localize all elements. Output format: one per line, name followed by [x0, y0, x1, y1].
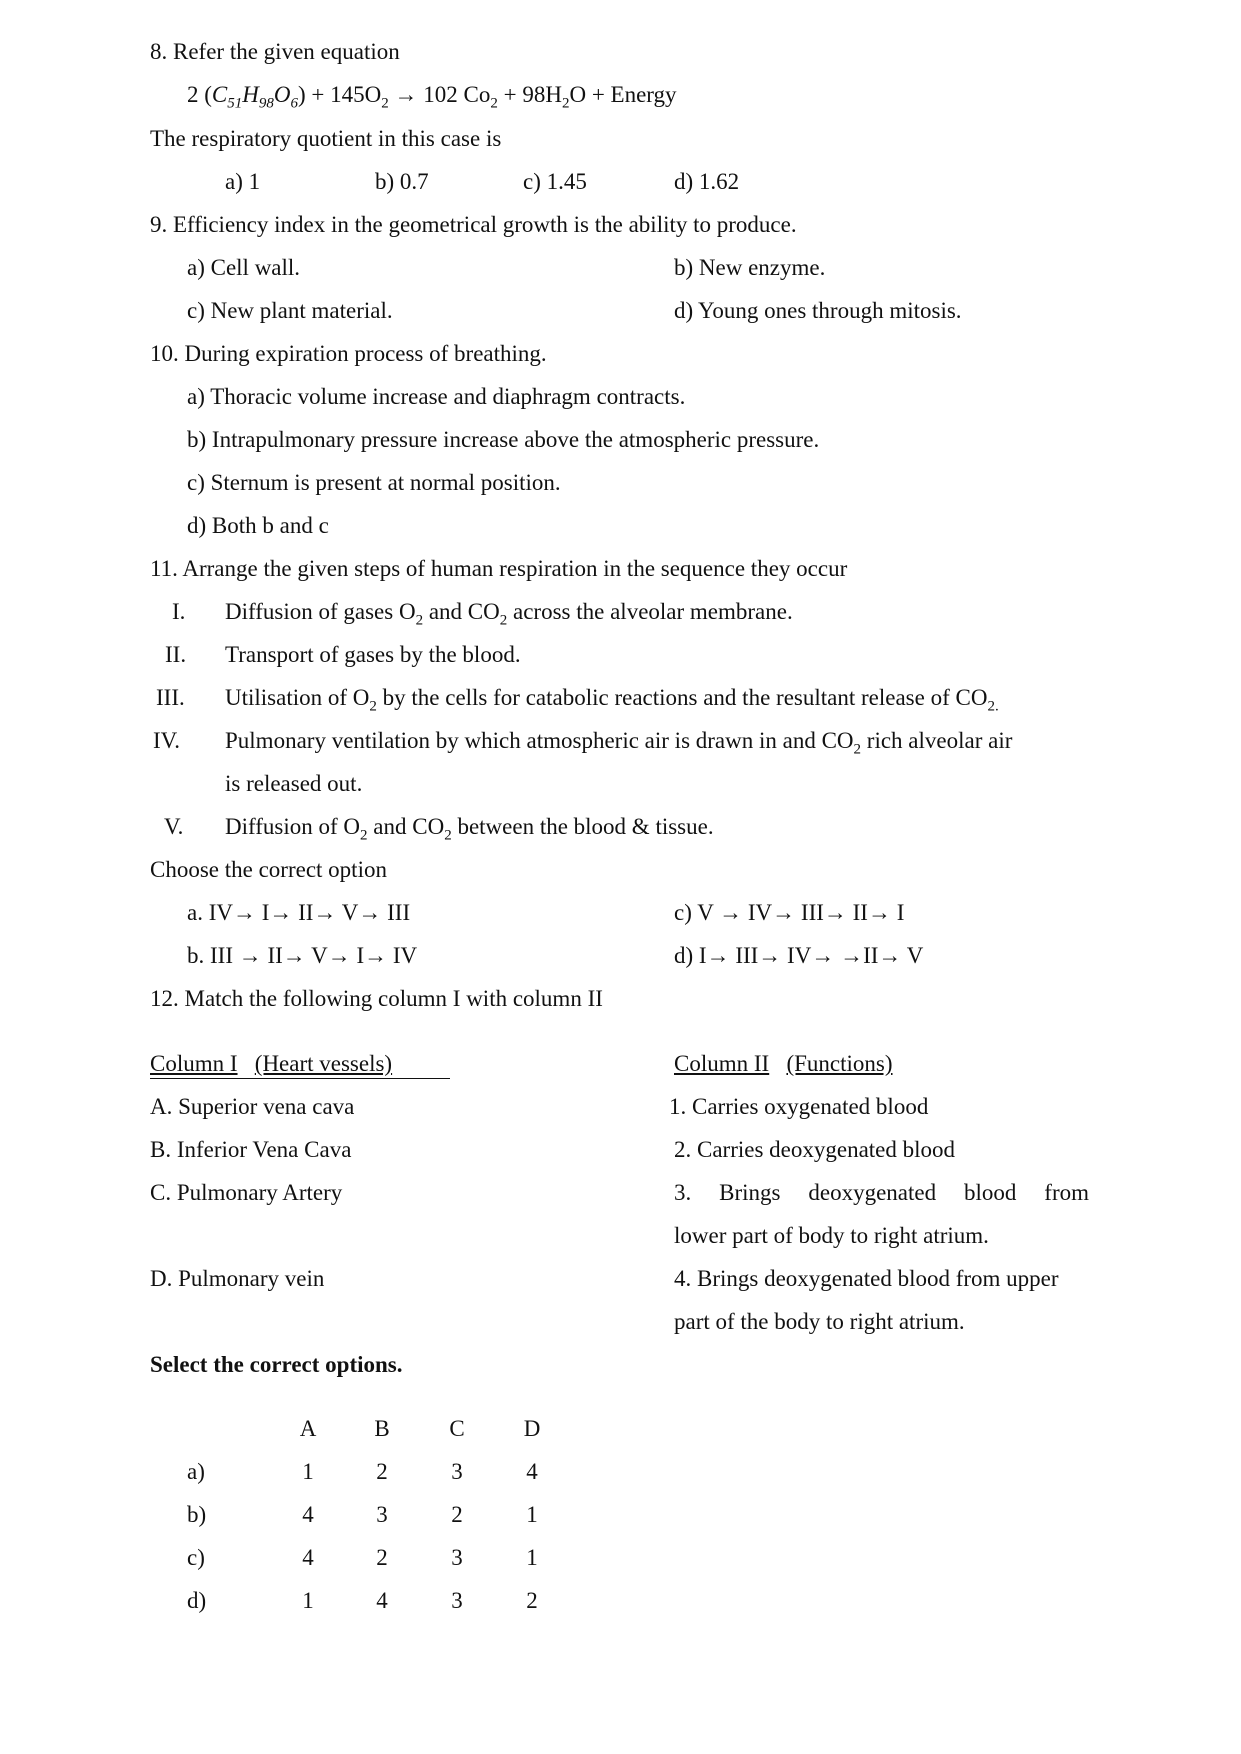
table-cell: 1	[526, 1545, 538, 1570]
q12-col2-header: Column II (Functions)	[674, 1051, 893, 1076]
q12-col2-3-continued: lower part of body to right atrium.	[674, 1223, 989, 1248]
table-header-d: D	[523, 1416, 541, 1441]
q8-option-b: b) 0.7	[375, 169, 429, 194]
q11-step-iv: Pulmonary ventilation by which atmospheric air is drawn in and $CO_2$ rich alveolar air	[225, 728, 1013, 758]
table-cell: 2	[451, 1502, 463, 1527]
table-row-label: a)	[187, 1459, 205, 1484]
q11-option-a: a. IV→ I→ II→ V→ III	[187, 900, 411, 925]
q9-option-b: b) New enzyme.	[674, 255, 826, 280]
q12-stem: 12. Match the following column I with column II	[150, 986, 603, 1011]
q12-col2-2: 2. Carries deoxygenated blood	[674, 1137, 956, 1162]
table-cell: 2	[376, 1459, 388, 1484]
q8-stem: 8. Refer the given equation	[150, 39, 400, 64]
q8-equation: 2 $(C_{51}H_{98}O_6) + 145O_2 \to 102$ $Co_2 + 98H_2O$ + Energy	[187, 82, 677, 112]
q12-col2-1: 1. Carries oxygenated blood	[669, 1094, 929, 1119]
q11-step-num: IV.	[153, 728, 181, 753]
q11-step-num: III.	[156, 685, 185, 710]
q11-step-num: II.	[165, 642, 187, 667]
q12-col1-a: A. Superior vena cava	[150, 1094, 355, 1119]
q10-option-a: a) Thoracic volume increase and diaphragm contracts.	[187, 384, 686, 409]
q9-option-d: d) Young ones through mitosis.	[674, 298, 962, 323]
q9-option-c: c) New plant material.	[187, 298, 393, 323]
table-cell: 3	[376, 1502, 388, 1527]
table-cell: 2	[526, 1588, 538, 1613]
q11-option-b: b. III → II→ V→ I→ IV	[187, 943, 418, 968]
q12-col1-header: Column I (Heart vessels)	[150, 1050, 450, 1079]
table-cell: 1	[302, 1459, 314, 1484]
q12-col2-3: 3. Brings deoxygenated blood from	[674, 1180, 1089, 1205]
q11-stem: 11. Arrange the given steps of human respiration in the sequence they occur	[150, 556, 848, 581]
q9-stem: 9. Efficiency index in the geometrical growth is the ability to produce.	[150, 212, 797, 237]
q11-step-num: I.	[172, 599, 186, 624]
q9-option-a: a) Cell wall.	[187, 255, 301, 280]
table-cell: 4	[302, 1545, 314, 1570]
q12-col2-4: 4. Brings deoxygenated blood from upper	[674, 1266, 1059, 1291]
table-row-label: d)	[187, 1588, 207, 1613]
q11-step-i: Diffusion of gases $O_2$ and $CO_2$ across the alveolar membrane.	[225, 599, 793, 629]
q12-col1-b: B. Inferior Vena Cava	[150, 1137, 352, 1162]
table-cell: 2	[376, 1545, 388, 1570]
q12-col2-4-continued: part of the body to right atrium.	[674, 1309, 965, 1334]
q8-option-a: a) 1	[225, 169, 261, 194]
q10-option-d: d) Both b and c	[187, 513, 329, 538]
q11-choose: Choose the correct option	[150, 857, 387, 882]
table-cell: 3	[451, 1459, 463, 1484]
q10-option-c: c) Sternum is present at normal position.	[187, 470, 561, 495]
q11-step-num: V.	[164, 814, 184, 839]
table-cell: 3	[451, 1545, 463, 1570]
table-cell: 3	[451, 1588, 463, 1613]
table-cell: 4	[376, 1588, 388, 1613]
q8-question: The respiratory quotient in this case is	[150, 126, 502, 151]
q10-option-b: b) Intrapulmonary pressure increase above the atmospheric pressure.	[187, 427, 820, 452]
q11-option-c: c) V → IV→ III→ II→ I	[674, 900, 905, 925]
table-header-c: C	[449, 1416, 465, 1441]
q11-step-ii: Transport of gases by the blood.	[225, 642, 521, 667]
table-row-label: b)	[187, 1502, 207, 1527]
table-row-label: c)	[187, 1545, 205, 1570]
table-cell: 1	[526, 1502, 538, 1527]
q11-step-iii: Utilisation of $O_2$ by the cells for catabolic reactions and the resultant release of $CO_{2.}$	[225, 685, 999, 715]
q10-stem: 10. During expiration process of breathing.	[150, 341, 547, 366]
q8-option-c: c) 1.45	[523, 169, 587, 194]
q11-step-iv-continued: is released out.	[225, 771, 363, 796]
table-header-a: A	[299, 1416, 317, 1441]
table-header-b: B	[374, 1416, 390, 1441]
q11-step-v: Diffusion of $O_2$ and $CO_2$ between the blood & tissue.	[225, 814, 714, 844]
q12-col1-c: C. Pulmonary Artery	[150, 1180, 343, 1205]
table-cell: 4	[526, 1459, 538, 1484]
q12-select-label: Select the correct options.	[150, 1352, 403, 1377]
q8-option-d: d) 1.62	[674, 169, 740, 194]
table-cell: 1	[302, 1588, 314, 1613]
q12-col1-d: D. Pulmonary vein	[150, 1266, 325, 1291]
table-cell: 4	[302, 1502, 314, 1527]
q11-option-d: d) I→ III→ IV→ →II→ V	[674, 943, 924, 968]
